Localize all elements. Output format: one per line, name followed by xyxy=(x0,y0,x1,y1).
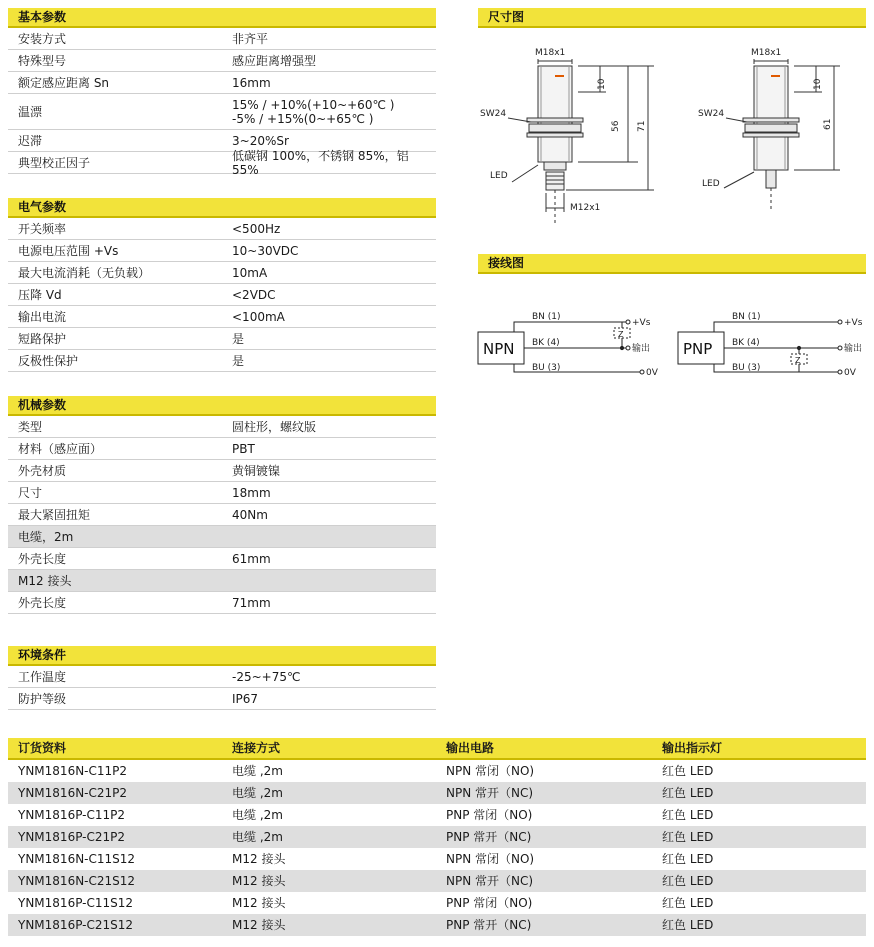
order-model: YNM1816P-C11P2 xyxy=(18,808,126,822)
param-key: 外壳长度 xyxy=(18,595,67,610)
param-value xyxy=(232,98,436,126)
order-output: PNP 常开（NC) xyxy=(446,830,532,844)
param-value: 3~20%Sr xyxy=(232,133,289,148)
electrical-params-title: 电气参数 xyxy=(8,198,436,218)
order-connection: M12 接头 xyxy=(232,852,286,866)
order-connection: 电缆 ,2m xyxy=(232,786,283,800)
param-subheader: 电缆，2m xyxy=(18,529,74,544)
wiring-diagram xyxy=(474,300,869,390)
dim-total-label: 71 xyxy=(637,120,647,132)
param-row xyxy=(8,438,436,460)
led-label: LED xyxy=(702,179,720,189)
order-led: 红色 LED xyxy=(662,852,714,866)
output-label: 输出 xyxy=(844,344,863,354)
param-value-line: -5% / +15%(0~+65℃ ) xyxy=(232,111,374,126)
param-row xyxy=(8,548,436,570)
order-output: NPN 常开（NC) xyxy=(446,786,534,800)
param-row xyxy=(8,240,436,262)
param-value: 感应距离增强型 xyxy=(232,53,317,68)
order-col-header: 输出电路 xyxy=(446,741,495,755)
param-row xyxy=(8,94,436,130)
order-model: YNM1816P-C21P2 xyxy=(18,830,126,844)
pnp-label: PNP xyxy=(683,340,713,358)
param-key: 温漂 xyxy=(18,104,43,119)
wire-bk-label: BK (4) xyxy=(732,338,760,348)
param-key: 输出电流 xyxy=(18,309,67,324)
dim-total-label: 61 xyxy=(823,118,833,130)
wire-bn-label: BN (1) xyxy=(532,312,561,322)
dim-top-label: 10 xyxy=(813,78,823,90)
thread-label: M18x1 xyxy=(751,48,782,58)
param-key: 尺寸 xyxy=(18,485,43,500)
output-label: 输出 xyxy=(632,344,651,354)
wiring-title: 接线图 xyxy=(478,254,866,274)
order-led: 红色 LED xyxy=(662,786,714,800)
param-key: 特殊型号 xyxy=(18,53,67,68)
order-model: YNM1816N-C11P2 xyxy=(18,764,128,778)
param-row xyxy=(8,50,436,72)
param-value: 18mm xyxy=(232,485,271,500)
param-value: IP67 xyxy=(232,691,259,706)
param-value: 低碳钢 100%，不锈钢 85%，铝 55% xyxy=(232,148,409,177)
param-value: 非齐平 xyxy=(232,31,269,46)
param-key: 反极性保护 xyxy=(18,353,79,368)
electrical-params-section xyxy=(8,198,436,372)
order-led: 红色 LED xyxy=(662,764,714,778)
param-row xyxy=(8,284,436,306)
environment-section xyxy=(8,646,436,710)
order-connection: M12 接头 xyxy=(232,918,286,932)
param-row xyxy=(8,72,436,94)
param-value: <2VDC xyxy=(232,287,276,302)
dim-body-label: 56 xyxy=(611,120,621,132)
order-table-header xyxy=(8,738,866,760)
param-value: <500Hz xyxy=(232,221,281,236)
order-model: YNM1816N-C11S12 xyxy=(18,852,136,866)
vs-label: +Vs xyxy=(632,318,651,328)
param-key: 最大电流消耗（无负载） xyxy=(18,265,151,280)
param-key: 额定感应距离 Sn xyxy=(18,75,110,90)
param-key: 压降 Vd xyxy=(18,287,62,302)
order-connection: M12 接头 xyxy=(232,896,286,910)
order-output: PNP 常闭（NO) xyxy=(446,896,533,910)
param-key: 开关频率 xyxy=(18,221,67,236)
dim-top-label: 10 xyxy=(597,78,607,90)
order-row xyxy=(8,914,866,936)
connector-thread-label: M12x1 xyxy=(570,203,601,213)
order-output: NPN 常闭（NO) xyxy=(446,852,535,866)
param-key: 最大紧固扭矩 xyxy=(18,507,91,522)
param-subheader: M12 接头 xyxy=(18,573,72,588)
param-row xyxy=(8,306,436,328)
param-value: 10~30VDC xyxy=(232,243,299,258)
param-row xyxy=(8,328,436,350)
param-key: 类型 xyxy=(18,419,43,434)
param-key: 安装方式 xyxy=(18,31,67,46)
order-led: 红色 LED xyxy=(662,896,714,910)
wire-bk-label: BK (4) xyxy=(532,338,560,348)
dimension-drawing xyxy=(478,30,868,230)
param-value-line: 15% / +10%(+10~+60℃ ) xyxy=(232,97,395,112)
param-key: 材料（感应面） xyxy=(18,441,103,456)
param-value: 是 xyxy=(232,353,245,368)
order-connection: 电缆 ,2m xyxy=(232,808,283,822)
param-value: 是 xyxy=(232,331,245,346)
basic-params-section xyxy=(8,8,436,177)
order-output: PNP 常闭（NO) xyxy=(446,808,533,822)
param-row xyxy=(8,262,436,284)
npn-wiring xyxy=(478,312,659,378)
order-model: YNM1816P-C21S12 xyxy=(18,918,134,932)
order-output: NPN 常开（NC) xyxy=(446,874,534,888)
param-row xyxy=(8,350,436,372)
param-key: 外壳长度 xyxy=(18,551,67,566)
basic-params-title: 基本参数 xyxy=(8,8,436,28)
vs-label: +Vs xyxy=(844,318,863,328)
order-led: 红色 LED xyxy=(662,918,714,932)
wrench-label: SW24 xyxy=(480,109,507,119)
param-row xyxy=(8,218,436,240)
load-z-label: Z xyxy=(618,330,624,339)
order-row xyxy=(8,848,866,870)
order-connection: 电缆 ,2m xyxy=(232,830,283,844)
led-label: LED xyxy=(490,171,508,181)
param-row xyxy=(8,482,436,504)
param-row xyxy=(8,416,436,438)
order-connection: M12 接头 xyxy=(232,874,286,888)
param-key: 工作温度 xyxy=(18,669,67,684)
order-row xyxy=(8,870,866,892)
wire-bn-label: BN (1) xyxy=(732,312,761,322)
order-col-header: 连接方式 xyxy=(232,741,281,755)
wrench-label: SW24 xyxy=(698,109,725,119)
order-table xyxy=(8,738,866,936)
order-output: NPN 常闭（NO) xyxy=(446,764,535,778)
wiring-section xyxy=(478,254,866,274)
mechanical-params-section xyxy=(8,396,436,614)
order-model: YNM1816P-C11S12 xyxy=(18,896,134,910)
param-value: 圆柱形，螺纹版 xyxy=(232,419,317,434)
param-key: 短路保护 xyxy=(18,331,67,346)
order-row xyxy=(8,892,866,914)
param-key: 防护等级 xyxy=(18,691,67,706)
param-row xyxy=(8,592,436,614)
param-key: 电源电压范围 +Vs xyxy=(18,243,119,258)
dimension-section xyxy=(478,8,866,28)
zero-volt-label: 0V xyxy=(646,368,658,378)
pnp-wiring xyxy=(678,312,863,378)
environment-title: 环境条件 xyxy=(8,646,436,666)
order-led: 红色 LED xyxy=(662,874,714,888)
param-key: 典型校正因子 xyxy=(18,155,91,170)
param-row xyxy=(8,460,436,482)
param-key: 外壳材质 xyxy=(18,463,67,478)
param-value: 71mm xyxy=(232,595,271,610)
param-value: <100mA xyxy=(232,309,285,324)
order-led: 红色 LED xyxy=(662,830,714,844)
param-value: -25~+75℃ xyxy=(232,669,301,684)
param-value: PBT xyxy=(232,441,255,456)
param-row xyxy=(8,28,436,50)
wire-bu-label: BU (3) xyxy=(732,363,761,373)
order-output: PNP 常开（NC) xyxy=(446,918,532,932)
npn-label: NPN xyxy=(483,340,515,358)
param-value: 黄铜镀镍 xyxy=(232,463,281,478)
mechanical-params-title: 机械参数 xyxy=(8,396,436,416)
order-model: YNM1816N-C21S12 xyxy=(18,874,136,888)
order-connection: 电缆 ,2m xyxy=(232,764,283,778)
order-row xyxy=(8,782,866,804)
order-led: 红色 LED xyxy=(662,808,714,822)
order-row xyxy=(8,826,866,848)
param-row xyxy=(8,504,436,526)
param-row xyxy=(8,688,436,710)
param-key: 迟滞 xyxy=(18,133,43,148)
param-value: 10mA xyxy=(232,265,268,280)
param-value: 40Nm xyxy=(232,507,268,522)
order-col-header: 订货资料 xyxy=(18,741,67,755)
order-row xyxy=(8,760,866,782)
order-model: YNM1816N-C21P2 xyxy=(18,786,128,800)
order-col-header: 输出指示灯 xyxy=(662,741,723,755)
param-subheader-row xyxy=(8,526,436,548)
sensor-connector-version xyxy=(480,48,654,225)
param-value: 16mm xyxy=(232,75,271,90)
param-row xyxy=(8,666,436,688)
param-subheader-row xyxy=(8,570,436,592)
wire-bu-label: BU (3) xyxy=(532,363,561,373)
param-value: 61mm xyxy=(232,551,271,566)
zero-volt-label: 0V xyxy=(844,368,856,378)
sensor-cable-version xyxy=(698,48,840,210)
thread-label: M18x1 xyxy=(535,48,566,58)
dimension-title: 尺寸图 xyxy=(478,8,866,28)
load-z-label: Z xyxy=(795,356,801,365)
param-row xyxy=(8,148,436,177)
order-row xyxy=(8,804,866,826)
